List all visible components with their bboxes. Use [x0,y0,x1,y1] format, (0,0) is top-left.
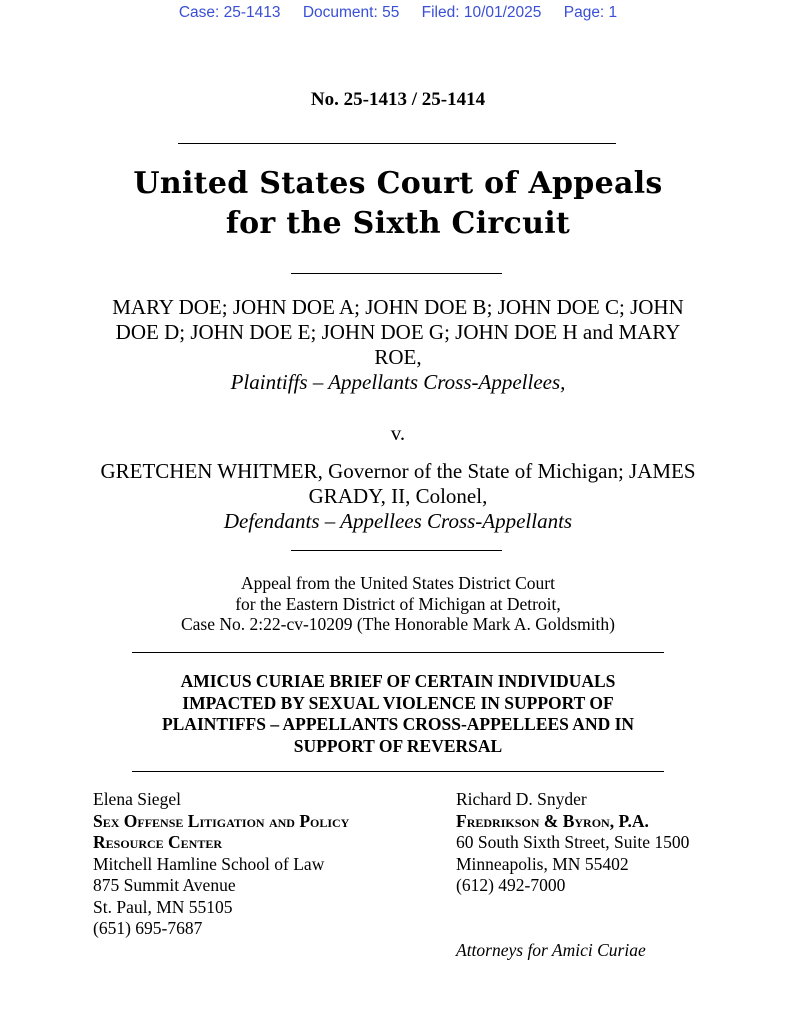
plaintiffs-block [0,295,796,395]
divider-short-1 [291,273,502,274]
appeal-info [0,573,796,635]
right-counsel-city: Minneapolis, MN 55402 [456,853,629,874]
page-number: Page: 1 [563,4,618,21]
right-counsel-firm: Fredrikson & Byron, P.A. [456,810,649,831]
right-counsel-street: 60 South Sixth Street, Suite 1500 [456,832,690,852]
left-counsel-block [93,789,349,940]
left-counsel-org-line1: Sex Offense Litigation and Policy [93,810,350,831]
defendants-line1: GRETCHEN WHITMER, Governor of the State of Michigan; JAMES [100,459,696,483]
brief-title [100,671,696,757]
plaintiffs-line2: DOE D; JOHN DOE E; JOHN DOE G; JOHN DOE H and MARY [115,320,681,344]
divider-brief-top [132,652,664,653]
left-counsel-city: St. Paul, MN 55105 [93,896,233,917]
right-counsel-phone: (612) 492-7000 [456,875,566,895]
defendants-line2: GRADY, II, Colonel, [308,484,488,508]
brief-title-line1: AMICUS CURIAE BRIEF OF CERTAIN INDIVIDUALS [180,671,616,691]
filed-date: Filed: 10/01/2025 [421,4,542,21]
left-counsel-street: 875 Summit Avenue [93,875,236,895]
left-counsel-school: Mitchell Hamline School of Law [93,853,325,874]
case-number: No. 25-1413 / 25-1414 [310,89,486,110]
divider-top [178,143,616,144]
left-counsel-name: Elena Siegel [93,789,181,809]
court-name [0,164,796,244]
left-counsel-phone: (651) 695-7687 [93,918,203,938]
divider-short-2 [291,550,502,551]
filing-header [0,4,796,22]
defendants-role: Defendants – Appellees Cross-Appellants [223,509,573,533]
defendants-block [0,459,796,534]
brief-title-line2: IMPACTED BY SEXUAL VIOLENCE IN SUPPORT OF [182,692,614,713]
court-name-line2: for the Sixth Circuit [225,206,571,241]
plaintiffs-line1: MARY DOE; JOHN DOE A; JOHN DOE B; JOHN DOE C; JOHN [112,295,684,319]
plaintiffs-line3: ROE, [374,345,422,369]
court-name-line1: United States Court of Appeals [133,166,663,201]
left-counsel-org-line2: Resource Center [93,832,223,852]
document-number: Document: 55 [302,4,400,21]
appeal-line1: Appeal from the United States District Court [241,573,555,593]
appeal-line3: Case No. 2:22-cv-10209 (The Honorable Mark A. Goldsmith) [180,614,615,634]
case-id: Case: 25-1413 [178,4,281,21]
appeal-line2: for the Eastern District of Michigan at Detroit, [235,593,561,614]
versus: v. [390,421,406,445]
brief-title-line4: SUPPORT OF REVERSAL [293,735,503,756]
plaintiffs-role: Plaintiffs – Appellants Cross-Appellees, [230,370,566,394]
right-counsel-block [456,789,689,961]
divider-brief-bottom [132,771,664,772]
right-counsel-role: Attorneys for Amici Curiae [456,939,646,960]
right-counsel-name: Richard D. Snyder [456,789,587,809]
brief-title-line3: PLAINTIFFS – APPELLANTS CROSS-APPELLEES AND IN [161,714,635,734]
